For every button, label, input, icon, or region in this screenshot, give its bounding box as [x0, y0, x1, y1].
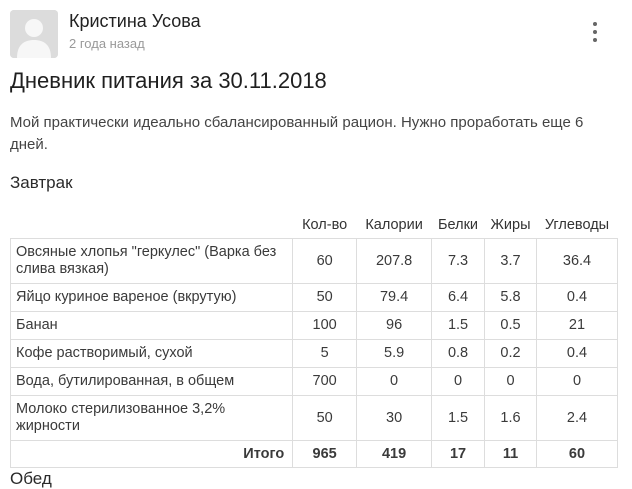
food-fat: 0.5 [485, 312, 537, 340]
food-carbs: 0 [537, 368, 618, 396]
food-quantity: 700 [293, 368, 357, 396]
table-row [11, 396, 618, 441]
food-fat: 5.8 [485, 284, 537, 312]
meal-title-breakfast: Завтрак [10, 173, 73, 192]
table-row [11, 340, 618, 368]
food-name: Банан [11, 312, 293, 340]
total-calories: 419 [357, 441, 432, 468]
food-calories: 30 [357, 396, 432, 441]
user-silhouette-icon [10, 10, 58, 58]
food-protein: 1.5 [432, 396, 485, 441]
more-options-button[interactable] [582, 18, 608, 46]
food-fat: 3.7 [485, 239, 537, 284]
post-description: Мой практически идеально сбалансированный рацион. Нужно проработать еще 6 дней. [10, 114, 584, 153]
column-header-protein: Белки [432, 211, 485, 239]
food-protein: 0.8 [432, 340, 485, 368]
food-carbs: 2.4 [537, 396, 618, 441]
food-name: Вода, бутилированная, в общем [11, 368, 293, 396]
post-timestamp[interactable]: 2 года назад [69, 36, 145, 51]
table-row [11, 284, 618, 312]
column-header-fat: Жиры [485, 211, 537, 239]
table-row [11, 368, 618, 396]
column-header-product [11, 211, 293, 239]
column-header-quantity: Кол-во [293, 211, 357, 239]
food-name: Яйцо куриное вареное (вкрутую) [11, 284, 293, 312]
food-protein: 1.5 [432, 312, 485, 340]
food-protein: 0 [432, 368, 485, 396]
food-calories: 5.9 [357, 340, 432, 368]
author-name[interactable]: Кристина Усова [69, 11, 201, 31]
post-title: Дневник питания за 30.11.2018 [10, 68, 327, 93]
more-options-icon [593, 22, 597, 26]
food-carbs: 0.4 [537, 340, 618, 368]
food-protein: 6.4 [432, 284, 485, 312]
food-name: Кофе растворимый, сухой [11, 340, 293, 368]
food-carbs: 21 [537, 312, 618, 340]
table-row [11, 312, 618, 340]
food-protein: 7.3 [432, 239, 485, 284]
food-carbs: 36.4 [537, 239, 618, 284]
food-quantity: 5 [293, 340, 357, 368]
total-label: Итого [11, 441, 293, 468]
table-header-row [11, 211, 618, 239]
column-header-calories: Калории [357, 211, 432, 239]
food-quantity: 60 [293, 239, 357, 284]
food-fat: 1.6 [485, 396, 537, 441]
food-calories: 79.4 [357, 284, 432, 312]
food-calories: 0 [357, 368, 432, 396]
total-carbs: 60 [537, 441, 618, 468]
total-quantity: 965 [293, 441, 357, 468]
total-protein: 17 [432, 441, 485, 468]
table-row [11, 239, 618, 284]
avatar[interactable] [10, 10, 58, 58]
food-quantity: 50 [293, 396, 357, 441]
food-fat: 0.2 [485, 340, 537, 368]
food-calories: 207.8 [357, 239, 432, 284]
meal-title-lunch: Обед [10, 469, 52, 488]
food-quantity: 100 [293, 312, 357, 340]
food-carbs: 0.4 [537, 284, 618, 312]
food-name: Овсяные хлопья "геркулес" (Варка без слива вязкая) [11, 239, 293, 284]
food-name: Молоко стерилизованное 3,2% жирности [11, 396, 293, 441]
food-table [10, 211, 618, 468]
food-calories: 96 [357, 312, 432, 340]
table-total-row [11, 441, 618, 468]
column-header-carbs: Углеводы [537, 211, 618, 239]
total-fat: 11 [485, 441, 537, 468]
food-fat: 0 [485, 368, 537, 396]
food-quantity: 50 [293, 284, 357, 312]
